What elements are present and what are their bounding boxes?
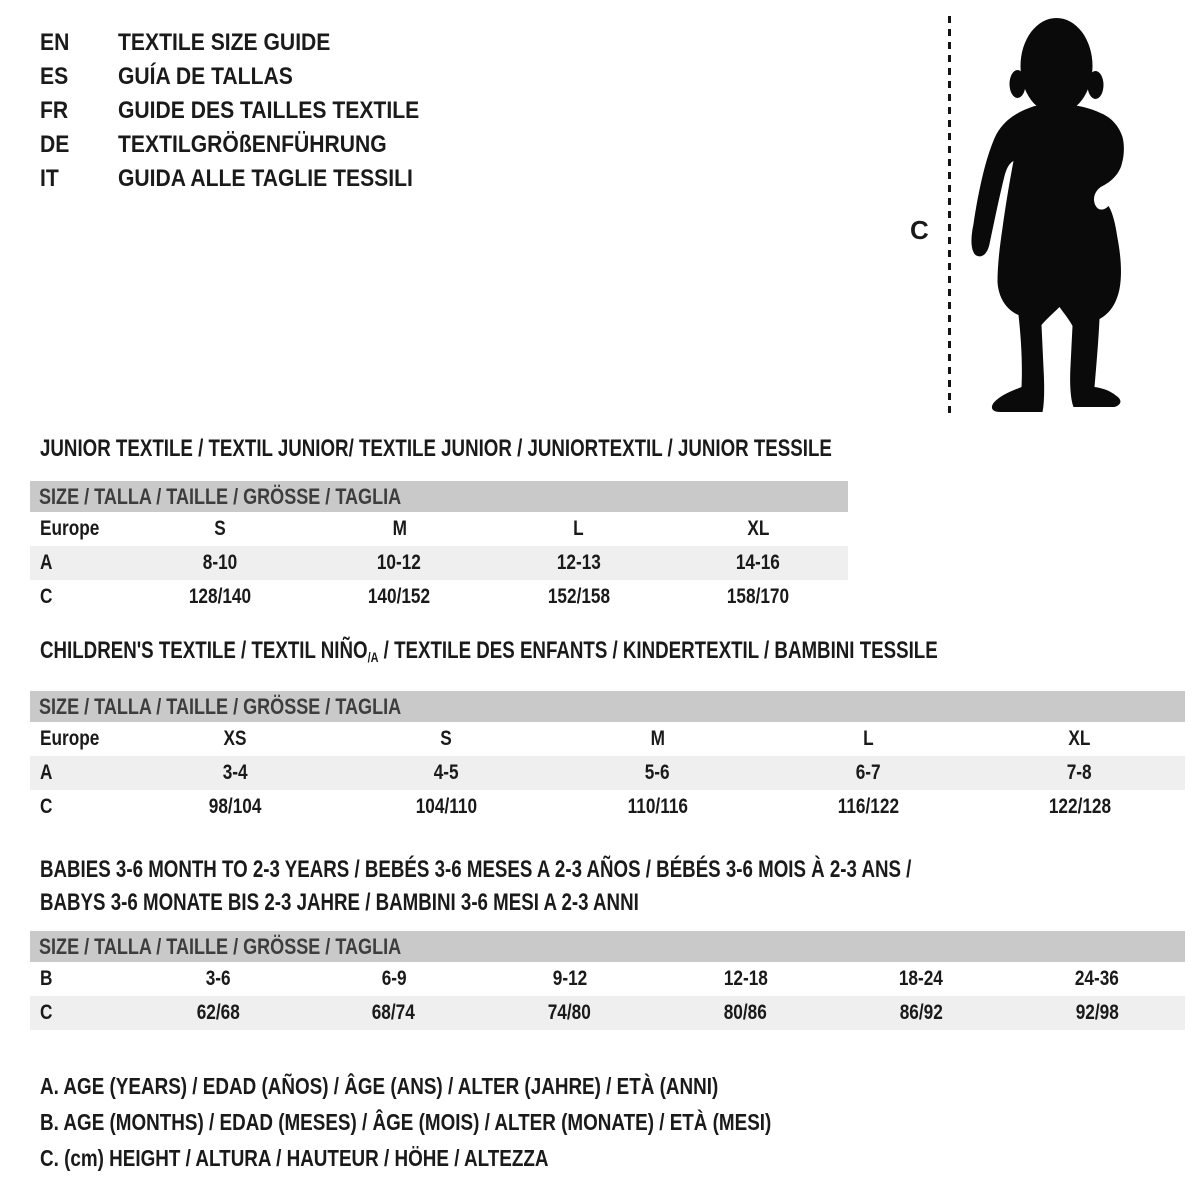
language-code: IT bbox=[40, 165, 59, 192]
language-code: FR bbox=[40, 97, 69, 124]
height-cell: 68/74 bbox=[372, 1001, 416, 1024]
guide-title: TEXTILGRÖßENFÜHRUNG bbox=[118, 131, 387, 158]
nino-a-subscript: /A bbox=[367, 649, 379, 665]
babies-section-heading: BABIES 3-6 MONTH TO 2-3 YEARS / BEBÉS 3-6 MESES A 2-3 AÑOS / BÉBÉS 3-6 MOIS À 2-3 ANS / BABYS 3-6 MONATE BIS 2-3 JAHRE / BAMBINI 3-6 MESI A 2-3 ANNI bbox=[40, 856, 912, 916]
age-cell: 5-6 bbox=[645, 761, 670, 784]
height-cell: 128/140 bbox=[188, 585, 251, 608]
size-cell: M bbox=[650, 727, 665, 750]
age-cell: 10-12 bbox=[377, 551, 422, 574]
size-cell: S bbox=[213, 517, 226, 540]
age-cell: 6-7 bbox=[856, 761, 881, 784]
height-cell: 122/128 bbox=[1048, 795, 1111, 818]
language-row bbox=[40, 162, 460, 196]
table-row-europe bbox=[30, 722, 1185, 756]
size-cell: XL bbox=[1068, 727, 1091, 750]
height-cell: 74/80 bbox=[548, 1001, 592, 1024]
guide-title: GUIDA ALLE TAGLIE TESSILI bbox=[118, 165, 413, 192]
age-cell: 12-13 bbox=[556, 551, 601, 574]
months-cell: 9-12 bbox=[552, 967, 587, 990]
height-cell: 80/86 bbox=[723, 1001, 767, 1024]
age-cell: 8-10 bbox=[202, 551, 237, 574]
table-row-c bbox=[30, 580, 848, 614]
height-cell: 110/116 bbox=[627, 795, 688, 818]
size-table-header-bar: SIZE / TALLA / TAILLE / GRÖSSE / TAGLIA bbox=[30, 931, 1185, 962]
size-cell: S bbox=[440, 727, 453, 750]
height-cell: 92/98 bbox=[1075, 1001, 1119, 1024]
language-row bbox=[40, 60, 460, 94]
age-cell: 3-4 bbox=[223, 761, 248, 784]
table-row-a bbox=[30, 756, 1185, 790]
language-row bbox=[40, 128, 460, 162]
row-label: C bbox=[40, 585, 53, 608]
row-label: B bbox=[40, 967, 53, 990]
row-label: C bbox=[40, 795, 53, 818]
row-label: Europe bbox=[40, 727, 100, 750]
age-cell: 4-5 bbox=[434, 761, 459, 784]
guide-title: GUIDE DES TAILLES TEXTILE bbox=[118, 97, 420, 124]
age-cell: 7-8 bbox=[1067, 761, 1092, 784]
height-cell: 140/152 bbox=[368, 585, 431, 608]
age-cell: 14-16 bbox=[736, 551, 781, 574]
size-cell: L bbox=[573, 517, 585, 540]
row-label: Europe bbox=[40, 517, 100, 540]
language-code: DE bbox=[40, 131, 70, 158]
guide-title: GUÍA DE TALLAS bbox=[118, 63, 293, 90]
size-cell: M bbox=[392, 517, 407, 540]
size-table-header-bar: SIZE / TALLA / TAILLE / GRÖSSE / TAGLIA bbox=[30, 691, 1185, 722]
language-code: ES bbox=[40, 63, 69, 90]
language-code: EN bbox=[40, 29, 70, 56]
months-cell: 24-36 bbox=[1075, 967, 1120, 990]
table-row-c bbox=[30, 790, 1185, 824]
row-label: C bbox=[40, 1001, 53, 1024]
height-cell: 86/92 bbox=[899, 1001, 943, 1024]
size-cell: XS bbox=[224, 727, 247, 750]
junior-section-heading: JUNIOR TEXTILE / TEXTIL JUNIOR/ TEXTILE JUNIOR / JUNIORTEXTIL / JUNIOR TESSILE bbox=[40, 435, 832, 462]
size-cell: XL bbox=[747, 517, 770, 540]
height-cell: 98/104 bbox=[209, 795, 262, 818]
table-row-c bbox=[30, 996, 1185, 1030]
guide-title: TEXTILE SIZE GUIDE bbox=[118, 29, 331, 56]
months-cell: 18-24 bbox=[899, 967, 944, 990]
size-table-junior bbox=[30, 481, 848, 614]
height-measure-dashed-line bbox=[948, 16, 951, 414]
size-table-children bbox=[30, 691, 1185, 824]
height-cell: 158/170 bbox=[727, 585, 790, 608]
months-cell: 3-6 bbox=[205, 967, 231, 990]
table-row-b bbox=[30, 962, 1185, 996]
note-height-cm: C. (cm) HEIGHT / ALTURA / HAUTEUR / HÖHE / ALTEZZA bbox=[40, 1145, 549, 1171]
legend-notes bbox=[40, 1068, 932, 1176]
height-cell: 62/68 bbox=[196, 1001, 240, 1024]
height-cell: 152/158 bbox=[547, 585, 610, 608]
children-section-heading: CHILDREN'S TEXTILE / TEXTIL NIÑO/A / TEXTILE DES ENFANTS / KINDERTEXTIL / BAMBINI TESSILE bbox=[40, 637, 938, 665]
note-age-years: A. AGE (YEARS) / EDAD (AÑOS) / ÂGE (ANS) / ALTER (JAHRE) / ETÀ (ANNI) bbox=[40, 1073, 719, 1099]
note-age-months: B. AGE (MONTHS) / EDAD (MESES) / ÂGE (MOIS) / ALTER (MONATE) / ETÀ (MESI) bbox=[40, 1109, 772, 1135]
row-label: A bbox=[40, 551, 53, 574]
row-label: A bbox=[40, 761, 53, 784]
measure-c-label: C bbox=[910, 215, 929, 245]
table-row-a bbox=[30, 546, 848, 580]
months-cell: 6-9 bbox=[381, 967, 407, 990]
language-row bbox=[40, 26, 460, 60]
size-table-babies bbox=[30, 931, 1185, 1030]
months-cell: 12-18 bbox=[723, 967, 768, 990]
table-row-europe bbox=[30, 512, 848, 546]
toddler-silhouette bbox=[963, 14, 1138, 414]
size-table-header-bar: SIZE / TALLA / TAILLE / GRÖSSE / TAGLIA bbox=[30, 481, 848, 512]
size-cell: L bbox=[863, 727, 874, 750]
height-cell: 116/122 bbox=[837, 795, 900, 818]
language-row bbox=[40, 94, 460, 128]
language-title-list bbox=[40, 26, 460, 196]
height-cell: 104/110 bbox=[415, 795, 478, 818]
